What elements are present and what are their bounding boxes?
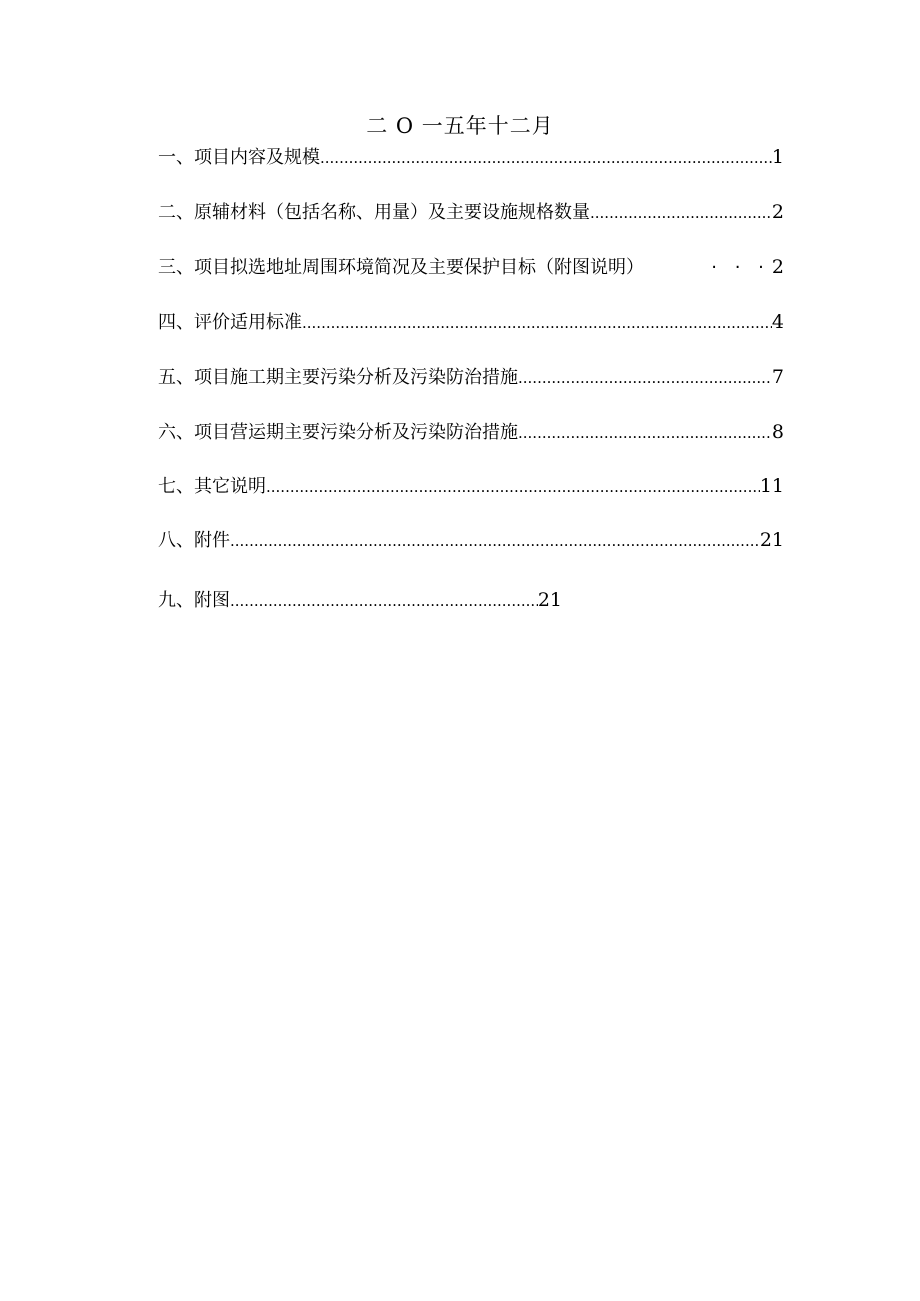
toc-entry-8[interactable] [158,525,784,555]
toc-entry-title: 七、其它说明 [158,476,266,497]
toc-entry-1[interactable] [158,142,784,172]
toc-page-number: 11 [759,475,784,497]
toc-entry-title: 六、项目营运期主要污染分析及污染防治措施 [158,422,518,443]
toc-leader-dots [302,308,772,338]
toc-leader-dots [518,418,772,448]
toc-page-number: 2 [771,256,784,278]
toc-entry-title: 五、项目施工期主要污染分析及污染防治措施 [158,367,518,388]
toc-page-number: 1 [771,146,784,168]
toc-leader-dots [320,143,772,173]
toc-entry-title: 八、附件 [158,530,230,551]
toc-entry-6[interactable] [158,417,784,447]
toc-page-number: 21 [759,529,784,551]
toc-page-number: 8 [771,421,784,443]
toc-leader-dots [266,472,760,502]
toc-entry-title: 三、项目拟选地址周围环境简况及主要保护目标（附图说明） [158,257,644,278]
toc-entry-5[interactable] [158,362,784,392]
toc-leader-dots: · · · [711,257,770,278]
toc-entry-9[interactable] [158,585,562,615]
toc-entry-7[interactable] [158,471,784,501]
toc-entry-title: 九、附图 [158,590,230,611]
toc-entry-title: 二、原辅材料（包括名称、用量）及主要设施规格数量 [158,202,590,223]
toc-entry-3[interactable] [158,252,784,282]
toc-page-number: 7 [771,366,784,388]
toc-page-number: 21 [537,589,562,611]
date-line: 二 O 一五年十二月 [366,114,554,138]
toc-entry-title: 一、项目内容及规模 [158,147,320,168]
toc-page-number: 2 [771,201,784,223]
toc-entry-title: 四、评价适用标准 [158,312,302,333]
toc-entry-2[interactable] [158,197,784,227]
toc-entry-4[interactable] [158,307,784,337]
toc-leader-dots [230,526,760,556]
toc-leader-dots [590,198,772,228]
toc-leader-dots [230,586,538,616]
toc-page-number: 4 [771,311,784,333]
toc-leader-dots [518,363,772,393]
